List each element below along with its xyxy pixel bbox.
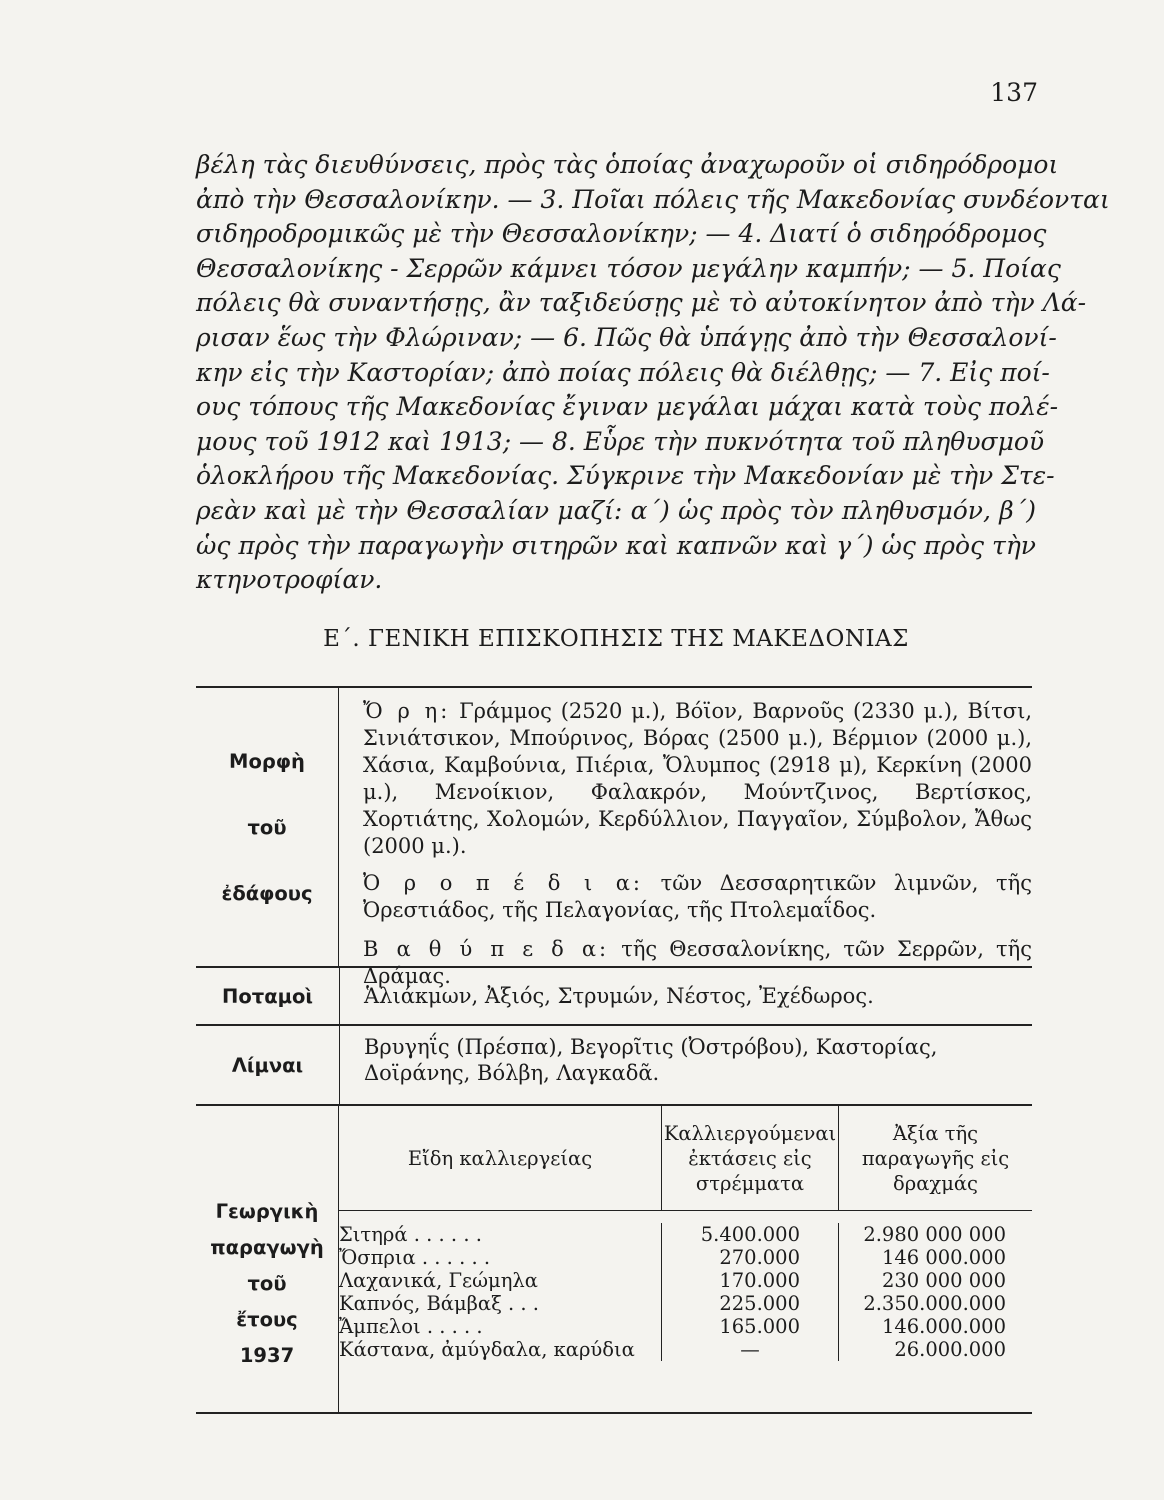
- lakes-row: [196, 1024, 1032, 1104]
- relief-row: [196, 688, 1033, 988]
- header-area: Καλλιεργούμεναι ἐκτάσεις εἰς στρέμματα: [661, 1106, 839, 1210]
- relief-label-line: ἐδάφους: [221, 881, 313, 905]
- agriculture-label-line: τοῦ: [247, 1272, 287, 1295]
- plateaus-label: Ὀ ρ ο π έ δ ι α:: [363, 871, 644, 895]
- text-line: βέλη τὰς διευθύνσεις, πρὸς τὰς ὁποίας ἀναχωροῦν οἱ σιδηρόδρομοι: [196, 150, 1059, 179]
- rivers-label: Ποταμοὶ: [196, 968, 340, 1024]
- agriculture-table: [339, 1106, 1032, 1412]
- overview-table: [196, 686, 1032, 1414]
- value-column: [839, 1223, 1032, 1361]
- cell-kind: Σιτηρά . . . . . .: [339, 1223, 482, 1246]
- cell-area: 225.000: [719, 1292, 800, 1315]
- agriculture-label-line: ἔτους: [236, 1308, 298, 1331]
- relief-content: [339, 688, 1033, 988]
- cell-area: 170.000: [719, 1269, 800, 1292]
- text-line: Θεσσαλονίκης - Σερρῶν κάμνει τόσον μεγάλην καμπήν; — 5. Ποίας: [196, 253, 1061, 283]
- header-value: Ἀξία τῆς παραγωγῆς εἰς δραχμάς: [861, 1121, 1010, 1195]
- page-number: 137: [990, 78, 1038, 107]
- text-line: πόλεις θὰ συναντήσῃς, ἂν ταξιδεύσῃς μὲ τὸ αὐτοκίνητον ἀπὸ τὴν Λά-: [196, 288, 1087, 318]
- cell-kind: Ὄσπρια . . . . . .: [339, 1246, 491, 1269]
- cell-area: 5.400.000: [700, 1223, 800, 1246]
- cell-area: 270.000: [719, 1246, 800, 1269]
- text-line: κην εἰς τὴν Καστορίαν; ἀπὸ ποίας πόλεις θὰ διέλθῃς; — 7. Εἰς ποί-: [196, 357, 1050, 387]
- cell-value: 230 000 000: [881, 1269, 1006, 1292]
- mountains-label: Ὄ ρ η:: [363, 699, 451, 723]
- rivers-text: Ἁλιάκμων, Ἀξιός, Στρυμών, Νέστος, Ἐχέδωρος.: [364, 984, 874, 1008]
- cell-kind: Λαχανικά, Γεώμηλα: [339, 1269, 538, 1292]
- cell-area: 165.000: [719, 1315, 800, 1338]
- text-line: ρεὰν καὶ μὲ τὴν Θεσσαλίαν μαζί: α´) ὡς πρὸς τὸν πληθυσμόν, β´): [196, 495, 1036, 525]
- relief-label: [196, 688, 339, 966]
- agriculture-body: [339, 1211, 1032, 1361]
- relief-label-line: Μορφὴ: [229, 749, 305, 773]
- cell-area: —: [740, 1338, 760, 1361]
- cell-value: 26.000.000: [894, 1338, 1006, 1361]
- header-kind: Εἴδη καλλιεργείας: [407, 1146, 593, 1170]
- agriculture-header: [339, 1106, 1032, 1211]
- text-line: ὡς πρὸς τὴν παραγωγὴν σιτηρῶν καὶ καπνῶν καὶ γ´) ὡς πρὸς τὴν: [196, 530, 1036, 560]
- cell-kind: Κάστανα, ἀμύγδαλα, καρύδια: [339, 1338, 635, 1361]
- cell-value: 2.980 000 000: [863, 1223, 1006, 1246]
- lowlands-label: Β α θ ύ π ε δ α:: [363, 937, 610, 961]
- text-line: σιδηροδρομικῶς μὲ τὴν Θεσσαλονίκην; — 4. Διατί ὁ σιδηρόδρομος: [196, 219, 1047, 249]
- mountains-paragraph: [363, 698, 1032, 860]
- kind-column: [339, 1223, 661, 1361]
- text-line: ὁλοκλήρου τῆς Μακεδονίας. Σύγκρινε τὴν Μακεδονίαν μὲ τὴν Στε-: [196, 461, 1055, 491]
- area-column: [661, 1223, 839, 1361]
- agriculture-label-line: Γεωργικὴ: [215, 1200, 319, 1223]
- cell-kind: Καπνός, Βάμβαξ . . .: [339, 1292, 540, 1315]
- agriculture-label: [196, 1106, 339, 1412]
- text-line: ρισαν ἕως τὴν Φλώριναν; — 6. Πῶς θὰ ὑπάγῃς ἀπὸ τὴν Θεσσαλονί-: [196, 322, 1057, 352]
- section-title: Ε΄. ΓΕΝΙΚΗ ΕΠΙΣΚΟΠΗΣΙΣ ΤΗΣ ΜΑΚΕΔΟΝΙΑΣ: [323, 626, 909, 652]
- plateaus-paragraph: [363, 870, 1032, 924]
- lakes-label: Λίμναι: [196, 1026, 340, 1104]
- text-line: μους τοῦ 1912 καὶ 1913; — 8. Εὗρε τὴν πυκνότητα τοῦ πληθυσμοῦ: [196, 426, 1045, 456]
- cell-kind: Ἄμπελοι . . . . .: [339, 1315, 483, 1338]
- text-line: ἀπὸ τὴν Θεσσαλονίκην. — 3. Ποῖαι πόλεις τῆς Μακεδονίας συνδέονται: [196, 184, 1110, 214]
- text-line: κτηνοτροφίαν.: [196, 565, 383, 595]
- agriculture-label-line: παραγωγὴ: [210, 1236, 324, 1259]
- text-line: ους τόπους τῆς Μακεδονίας ἔγιναν μεγάλαι μάχαι κατὰ τοὺς πολέ-: [196, 392, 1059, 422]
- cell-value: 146 000.000: [881, 1246, 1006, 1269]
- lowlands-text: τῆς Θεσσαλονίκης, τῶν Σερρῶν, τῆς Δράμας.: [363, 937, 1032, 988]
- cell-value: 2.350.000.000: [863, 1292, 1006, 1315]
- agriculture-label-line: 1937: [239, 1344, 295, 1367]
- plateaus-text: τῶν Δεσσαρητικῶν λιμνῶν, τῆς Ὀρεστιάδος, τῆς Πελαγονίας, τῆς Πτολεμαΐδος.: [363, 871, 1032, 922]
- mountains-text: Γράμμος (2520 μ.), Βόϊον, Βαρνοῦς (2330 μ.), Βίτσι, Σινιάτσικον, Μπούρινος, Βόρας (2500 μ.), Βέρμιον (2000 μ.), Χάσια, Καμβούνια, Πιέρια, Ὄλυμπος (2918 μ), Κερκίνη (2000 μ.), Μενοίκιον, Φαλακρόν, Μούντζινος, Βερτίσκος, Χορτιάτης, Χολομών, Κερδύλλιον, Παγγαῖον, Σύμβολον, Ἄθως (2000 μ.).: [363, 699, 1033, 858]
- body-text: [196, 148, 1110, 598]
- rivers-row: [196, 966, 1032, 1024]
- cell-value: 146.000.000: [881, 1315, 1006, 1338]
- agriculture-row: [196, 1104, 1032, 1412]
- lakes-text: Βρυγηΐς (Πρέσπα), Βεγορῖτις (Ὀστρόβου), Καστορίας, Δοϊράνης, Βόλβη, Λαγκαδᾶ.: [364, 1035, 938, 1085]
- relief-label-line: τοῦ: [247, 815, 287, 839]
